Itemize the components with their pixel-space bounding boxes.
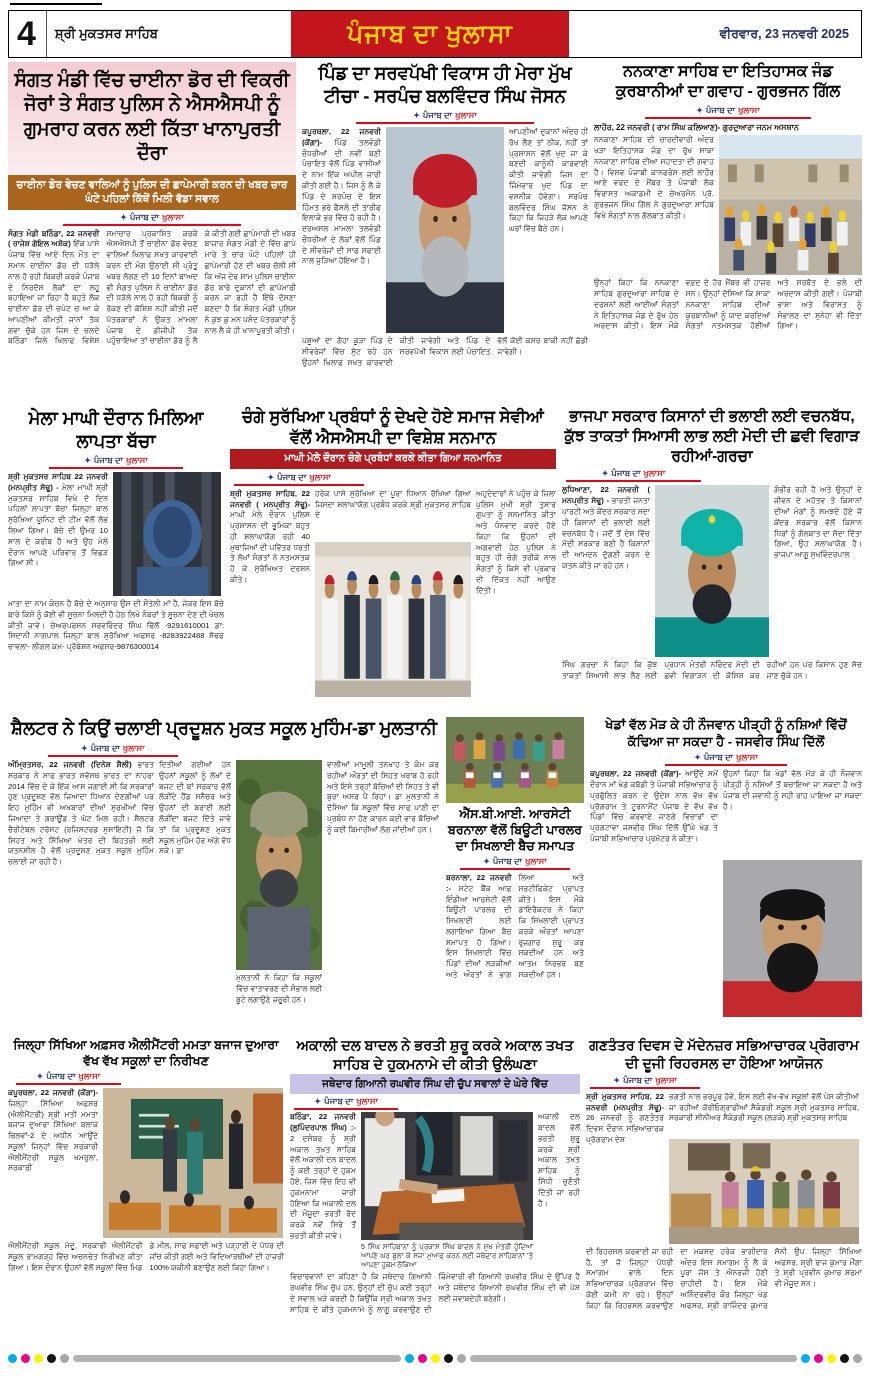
article-ssp-honor <box>230 407 556 713</box>
byline-tag: ✦ ਪੰਜਾਬ ਦਾ ਖੁਲਾਸਾ <box>49 455 183 469</box>
article-body-bottom: ਵਿਚਾਰਵਾਨਾਂ ਦਾ ਕਹਿਣਾ ਹੈ ਕਿ ਜਥੇਦਾਰ ਗਿਆਨੀ ਰਘਵੀਰ ਸਿੰਘ ਚੁੱਪ ਹਨ, ਉਨ੍ਹਾਂ ਦੀ ਚੁੱਪ ਕਈ ਤਰ੍ਹਾਂ ਦੇ ਸਵਾਲ ਖੜੇ ਕਰਦੀ ਹੈ ਕਿਉਂਕਿ ਸ਼੍ਰੀ ਅਕਾਲ ਤਖਤ ਸਾਹਿਬ ਦੇ ਕੀਤੇ ਹੁਕਮਨਾਮੇ ਨੂੰ ਲਾਗੂ ਕਰਵਾਉਣ ਦੀ ਜ਼ਿੰਮੇਵਾਰੀ ਵੀ ਗਿਆਨੀ ਰਘਵੀਰ ਸਿੰਘ ਦੇ ਉੱਪਰ ਹੈ ਅਤੇ ਜਥੇਦਾਰ ਗਿਆਨੀ ਰਘਵੀਰ ਸਿੰਘ ਦੀ ਵੀ ਪੇਸ਼ ਲਈ ਜਵਾਬਦੇਹੀ ਬਣੇਗੀ। <box>290 1272 580 1314</box>
article-body-right: ਉਹਨਾਂ ਕਿਹਾ ਕਿ ਖੇਡਾਂ ਵੱਲ ਮੋੜ ਕੇ ਹੀ ਨੌਜਵਾਨ ਪੀੜ੍ਹੀ ਨੂੰ ਨਸ਼ਿਆਂ ਤੋਂ ਬਚਾਇਆ ਜਾ ਸਕਦਾ ਹੈ ਅਤੇ ਪੰਜਾਬ ਦੀ ਜਵਾਨੀ ਨੂੰ ਸਹੀ ਰਾਹ ਪਾਇਆ ਜਾ ਸਕਦਾ ਹੈ। <box>723 769 862 811</box>
byline-tag: ✦ ਪੰਜਾਬ ਦਾ ਖੁਲਾਸਾ <box>234 472 364 486</box>
star-icon: ✦ <box>601 469 609 479</box>
black-dot <box>840 1354 849 1363</box>
article-sarpanch-josan <box>302 62 588 403</box>
edition-name: ਸ਼੍ਰੀ ਮੁਕਤਸਰ ਸਾਹਿਬ <box>54 26 158 41</box>
article-headline: ਐੱਸ.ਬੀ.ਆਈ. ਆਰਸੇਟੀ ਬਰਨਾਲਾ ਵੱਲੋਂ ਬਿਊਟੀ ਪਾਰਲਰ ਦਾ ਸਿਖਲਾਈ ਬੈਚ ਸਮਾਪਤ <box>448 807 582 853</box>
article-body-left: ਬਠਿੰਡਾ, 22 ਜਨਵਰੀ (ਲੁਪਿੰਦਰਪਾਲ ਸਿੰਘ) :- 2 ਦਸੰਬਰ ਨੂੰ ਸ਼੍ਰੀ ਅਕਾਲ ਤਖਤ ਸਾਹਿਬ ਵੱਲੋਂ ਅਕਾਲੀ ਦਲ ਬਾਦਲ ਨੂੰ ਕਈ ਤਰ੍ਹਾਂ ਦੇ ਹੁਕਮ ਹੋਏ, ਜਿਸ ਵਿੱਚ ਇਹ ਵੀ ਹੁਕਮਨਾਮਾ ਜਾਰੀ ਹੋਇਆ ਕਿ ਅਕਾਲੀ ਦਲ ਦੀ ਮੌਜੂਦਾ ਭਰਤੀ ਰੱਦ ਕਰਕੇ ਨਵੇਂ ਸਿਰੇ ਤੋਂ ਭਰਤੀ ਕੀਤੀ ਜਾਵੇ। <box>290 1112 356 1240</box>
article-body-left: ਸ਼੍ਰੀ ਮੁਕਤਸਰ ਸਾਹਿਬ, 22 ਜਨਵਰੀ ( ਮਨਪ੍ਰੀਤ ਸੋਢੂ)- ਮਾਘੀ ਮੇਲੇ ਦੌਰਾਨ ਪੁਲਿਸ ਪ੍ਰਸ਼ਾਸਨ ਦੀ ਭੂਮਿਕਾ ਬਹੁਤ ਹੀ ਸ਼ਲਾਘਾਯੋਗ ਰਹੀ 40 ਮੁਥਾਜਿਆਂ ਦੀ ਪਵਿੱਤਰ ਧਰਤੀ ਤੇ ਲੱਖਾਂ ਸੰਗਤਾਂ ਨੇ ਨਤਮਸਤਕ ਹੋ ਕੇ ਸੁਰੱਖਿਅਤ ਦਰਸ਼ਨ ਕੀਤੇ। <box>230 488 310 584</box>
photo-classroom-inspection <box>103 1088 283 1238</box>
article-body-col2: ਦਿਤੀਆਂ ਗਈਆਂ ਹਨ ਉਹਨਾਂ ਸਕੂਲਾਂ ਨੂੰ ਲੱਖਾਂ ਦੇ ਬਜਟ ਦੀ ਬਾਂ ਸਰਕਾਰ ਵੱਲੋਂ ਲੋੜੀਂਦੇ ਹੈਂਡ ਸਨੈਚਰ ਅਤੇ ਉਹਨਾਂ ਦੀ ਬਰਾਈ ਲਈ ਲੋੜੀਂਦਾ ਬਜਟ ਦਿੱਤੇ ਜਾਵੇ ਤਾਂ ਕਿ ਪ੍ਰਦੂਸ਼ਣ ਮੁਕਤ ਸਕੂਲ ਮੁਹਿੰਮ ਹੋਰ ਅੱਗੇ ਵੱਧ ਸਕੇ। ਡਾ <box>159 760 231 856</box>
article-headline: ਚੰਗੇ ਸੁਰੱਖਿਆ ਪ੍ਰਬੰਧਾਂ ਨੂੰ ਦੇਖਦੇ ਹੋਏ ਸਮਾਜ ਸੇਵੀਆਂ ਵੱਲੋਂ ਐਸਐਸਪੀ ਦਾ ਵਿਸ਼ੇਸ਼ ਸਨਮਾਨ <box>242 408 544 448</box>
article-republic-day-rehearsal <box>586 1037 862 1337</box>
page-header <box>8 10 862 58</box>
photo-group-honor-ceremony <box>315 542 471 697</box>
byline-tag: ✦ ਪੰਜਾਬ ਦਾ ਖੁਲਾਸਾ <box>294 1096 398 1110</box>
photo-seated-officials <box>669 1139 859 1244</box>
top-rule <box>10 3 102 5</box>
magenta-dot <box>814 1354 823 1363</box>
article-body-bottom: ਐਲੀਮੈਂਟਰੀ ਸਕੂਲ ਮੱਦੂ, ਸਰਕਾਰੀ ਐਲੀਮੈਂਟਰੀ ਸਕੂਲ ਰਾਮਗੜ੍ਹ ਵਿੱਚ ਅਚਨਚੇਤ ਨਿਰੀਖਣ ਕੀਤਾ ਗਿਆ। ਇਸ ਦੌਰਾਨ ਉਹਨਾਂ ਵੱਲੋਂ ਸਕੂਲਾਂ ਵਿੱਚ ਮਿਡ ਡੇ ਮੀਲ, ਸਾਫ ਸਫਾਈ ਅਤੇ ਪੜ੍ਹਾਈ ਦੇ ਪੱਧਰ ਦੀ ਜਾਂਚ ਕੀਤੀ ਗਈ ਅਤੇ ਵਿਦਿਆਰਥੀਆਂ ਦੀ ਹਾਜ਼ਰੀ 100% ਯਕੀਨੀ ਬਣਾਉਣ ਲਈ ਕਿਹਾ ਗਿਆ। <box>8 1241 284 1272</box>
byline-tag: ✦ ਪੰਜਾਬ ਦਾ ਖੁਲਾਸਾ <box>63 212 242 226</box>
article-body-right: ਗੰਭੀਰ ਰਹੀ ਹੈ ਅਤੇ ਉਨ੍ਹਾਂ ਦੇ ਜੀਵਨ ਦੇ ਮਹੱਤਵ ਤੇ ਕਿਸਾਨਾਂ ਦੀਆਂ ਮੰਗਾਂ ਨੂੰ ਸਮਝਦੇ ਹੋਏ ਜੋ ਕੇਂਦਰ ਸਰਕਾਰ ਵੱਲੋਂ ਕਿਸਾਨ ਧਿਰਾਂ ਨੂੰ ਗੱਲਬਾਤ ਦਾ ਸੱਦਾ ਦਿੱਤਾ ਗਿਆ, ਉਹ ਸ਼ਲਾਘਾਯੋਗ ਹੈ। ਭਾਜਪਾ ਆਗੂ ਸੁਖਵਿੰਦਰਪਾਲ <box>774 485 862 560</box>
article-body-left: ਨਨਕਾਣਾ ਸਾਹਿਬ ਦੀ ਚਾਰਦੀਵਾਰੀ ਅੰਦਰ ਖੜਾ ਇਤਿਹਾਸਕ ਜੰਡ ਦਾ ਰੁੱਖ ਸਾਕਾ ਨਨਕਾਣਾ ਸਾਹਿਬ ਦੀਆ ਸਹਾਦਤਾ ਦੀ ਗਵਾਹ ਹੈ। ਵਿਸ਼ਵ ਪੰਜਾਬੀ ਕਾਨਫਰੰਸ ਲਈ ਲਾਹੌਰ ਆਏ ਵਫਦ ਦੇ ਮੈਂਬਰ ਤੇ ਪੰਜਾਬੀ ਲੋਕ ਵਿਰਾਸਤ ਅਕਾਡਮੀ ਦੇ ਚੇਅਰਮੈਨ ਪ੍ਰੋ. ਗੁਰਭਜਨ ਸਿੰਘ ਗਿੱਲ ਨੇ ਗੁਰਦੁਆਰਾ ਸਾਹਿਬ ਵਿਖੇ ਸੰਗਤਾਂ ਨਾਲ ਗੱਲਬਾਤ ਕੀਤੀ। <box>594 135 714 220</box>
article-body-bottom: ਦੀ ਰਿਹਰਸਲ ਕਰਵਾਈ ਜਾ ਰਹੀ ਹੈ, ਤਾਂ ਜੋ ਜਿਲ੍ਹਾ ਪੱਧਰੀ ਸਮਾਗਮ ਵਾਲੇ ਦਿਨ ਸਭਿਆਚਾਰਕ ਪ੍ਰੋਗਰਾਮ ਵਿੱਚ ਕੋਈ ਕਮੀ ਨਾ ਰਹੇ। ਉਨ੍ਹਾਂ ਕਿਹਾ ਕਿ ਰਿਹਰਸਲ ਕਰਵਾਉਣ ਦਾ ਮਕਸਦ ਹਰੇਕ ਭਾਗੀਦਾਰ ਅੰਦਰ ਇਸ ਸਮਾਗਮ ਨੂੰ ਲੈ ਕੇ ਪੂਰਾ ਜੋਸ਼ ਤੇ ਐਨਰਜੀ ਹੋਣੀ ਚਾਹੀਦੀ ਹੈ। ਇਸ ਮੌਕੇ ਅਨਿੰਦਰਵੀਰ ਕੌਰ ਜਿਲ੍ਹਾ ਖੇਡ ਅਫਸਰ, ਸ਼੍ਰੀ ਰਾਜਿੰਦਰ ਕੁਮਾਰ ਸੋਨੀ ਉਪ ਜਿਲ੍ਹਾ ਸਿੱਖਿਆ ਅਫਸਰ, ਸ਼੍ਰੀ ਰਾਜ ਕੁਮਾਰ ਮੌਂਗਾ ਤੇ ਸ਼੍ਰੀ ਪ੍ਰਵੀਨ ਕੁਮਾਰ ਸ਼ਰਮਾ ਵੀ ਮੌਜੂਦ ਸਨ। <box>586 1246 862 1310</box>
byline-tag: ✦ ਪੰਜਾਬ ਦਾ ਖੁਲਾਸਾ <box>16 1071 121 1085</box>
article-bjp-farmers-garcha <box>562 407 862 713</box>
article-headline: ਖੇਡਾਂ ਵੱਲ ਮੋੜ ਕੇ ਹੀ ਨੌਜਵਾਨ ਪੀੜ੍ਹੀ ਨੂੰ ਨਸ਼ਿਆਂ ਵਿੱਚੋਂ ਕੱਢਿਆ ਜਾ ਸਕਦਾ ਹੈ - ਜਸਵੀਰ ਸਿੰਘ ਦਿੱਲੋਂ <box>605 717 847 749</box>
yellow-dot <box>431 1354 440 1363</box>
article-headline: ਗਣਤੰਤਰ ਦਿਵਸ ਦੇ ਮੱਦੇਨਜ਼ਰ ਸਭਿਆਚਾਰਕ ਪ੍ਰੋਗਰਾਮ ਦੀ ਦੂਜੀ ਰਿਹਰਸਲ ਦਾ ਹੋਇਆ ਆਯੋਜਨ <box>589 1037 859 1071</box>
byline-tag: ✦ ਪੰਜਾਬ ਦਾ ਖੁਲਾਸਾ <box>590 1075 700 1089</box>
dateline-lead: ਲਾਹੌਰ, 22 ਜਨਵਰੀ ( ਰਾਮ ਸਿੰਘ ਕਲਿਆਣ)- ਗੁਰਦੁਆਰਾ ਜਨਮ ਅਸਥਾਨ <box>594 122 799 132</box>
gray-dot <box>853 1354 862 1363</box>
article-body-mid: ਹਰੇਕ ਪਾਸੇ ਸੁਰੱਖਿਆ ਦਾ ਪੂਰਾ ਧਿਆਨ ਰੱਖਿਆ ਗਿਆ ਜਿਸਦਾ ਸ਼ਲਾਘਾਯੋਗ ਪ੍ਰਬੰਧ ਕਰਕੇ ਸ਼੍ਰੀ ਮੁਕਤਸਰ ਸਾਹਿਬ ਦੇ <box>315 488 471 520</box>
article-headline: ਅਕਾਲੀ ਦਲ ਬਾਦਲ ਨੇ ਭਰਤੀ ਸ਼ੁਰੂ ਕਰਕੇ ਅਕਾਲ ਤਖਤ ਸਾਹਿਬ ਦੇ ਹੁਕਮਨਾਮੇ ਦੀ ਕੀਤੀ ਉਲੰਘਣਾ <box>296 1038 574 1073</box>
article-body: ਬਰਨਾਲਾ, 22 ਜਨਵਰੀ :- ਸਟੇਟ ਬੈਂਕ ਆਫ ਇੰਡੀਆ ਆਰਸੇਟੀ ਵੱਲੋਂ ਬਿਊਟੀ ਪਾਰਲਰ ਦੀ ਸਿਖਲਾਈ ਲਈ ਲਗਾਇਆ ਗਿਆ ਬੈਚ ਸਮਾਪਤ ਹੋ ਗਿਆ। ਇਸ ਸਿਖਲਾਈ ਵਿੱਚ ਪਿੰਡਾਂ ਦੀਆਂ ਲੜਕੀਆਂ ਅਤੇ ਔਰਤਾਂ ਨੇ ਭਾਗ ਲਿਆ ਅਤੇ ਸਰਟੀਫਿਕੇਟ ਪ੍ਰਾਪਤ ਕੀਤੇ। ਇਸ ਮੌਕੇ ਡਾਇਰੈਕਟਰ ਨੇ ਕਿਹਾ ਕਿ ਸਿਖਲਾਈ ਪ੍ਰਾਪਤ ਕਰਕੇ ਔਰਤਾਂ ਆਪਣਾ ਰੁਜ਼ਗਾਰ ਸ਼ੁਰੂ ਕਰ ਸਕਦੀਆਂ ਹਨ ਅਤੇ ਆਤਮ ਨਿਰਭਰ ਬਣ ਸਕਦੀਆਂ ਹਨ। <box>446 873 584 980</box>
issue-date: ਵੀਰਵਾਰ, 23 ਜਨਵਰੀ 2025 <box>719 26 849 41</box>
byline-tag: ✦ ਪੰਜਾਬ ਦਾ ਖੁਲਾਸਾ <box>566 468 701 482</box>
article-body-left: ਸ਼੍ਰੀ ਮੁਕਤਸਰ ਸਾਹਿਬ, 22 ਜਨਵਰੀ (ਮਨਪ੍ਰੀਤ ਸੋਢੂ)- 26 ਜਨਵਰੀ ਨੂੰ ਗਣਤੰਤਰ ਦਿਵਸ ਦੌਰਾਨ ਸਭਿਆਚਾਰਕ ਪ੍ਰੋਗਰਾਮ ਦੇਸ਼ <box>586 1091 664 1144</box>
article-nankana-jand <box>594 62 862 403</box>
article-subhead: ਮਾਘੀ ਮੇਲੇ ਦੌਰਾਨ ਚੰਗੇ ਪ੍ਰਬੰਧਾਂ ਕਰਕੇ ਕੀਤਾ ਗਿਆ ਸਨਮਾਨਿਤ <box>230 449 556 469</box>
article-body-left: ਕਪੂਰਥਲਾ, 22 ਜਨਵਰੀ (ਕੋਂਗਾ)- ਆਉਂਦੇ ਸਮੇਂ ਦੌਰਾਨ ਮਾਂ ਖੇਡ ਕਬੱਡੀ ਤੇ ਪੰਜਾਬੀ ਸਭਿਆਚਾਰ ਨੂੰ ਪ੍ਰਫੁੱਲਿਤ ਕਰਨ ਦੇ ਉਦੇਸ਼ ਨਾਲ ਵੱਖ ਵੱਖ ਪ੍ਰੋਗਰਾਮ ਤੇ ਟੂਰਨਾਮੈਂਟ ਪੰਜਾਬ ਦੇ ਵੱਖ ਵੱਖ ਪਿੰਡਾਂ ਵਿੱਚ ਕਰਵਾਏ ਜਾਣਗੇ ਵਿਚਾਰਾਂ ਦਾ ਪ੍ਰਗਟਾਵਾ ਜਸਵੀਰ ਸਿੰਘ ਦਿੱਲੋਂ ਉੱਘੇ ਖੇਡ ਤੇ ਪੰਜਾਬੀ ਸਭਿਆਚਾਰ ਪ੍ਰਮੋਟਰ ਨੇ ਕੀਤਾ। <box>590 769 718 843</box>
article-school-inspection <box>8 1037 284 1337</box>
cyan-dot <box>801 1354 810 1363</box>
article-body-under-photo: ਮੁਲਤਾਨੀ ਨੇ ਕਿਹਾ ਕਿ ਸਕੂਲਾਂ ਵਿੱਚ ਵਾਤਾਵਰਣ ਦੀ ਸੰਭਾਲ ਲਈ ਬੂਟੇ ਲਗਾਉਣੇ ਜ਼ਰੂਰੀ ਹਨ। <box>236 973 322 1004</box>
article-missing-child <box>8 407 224 713</box>
photo-red-turban-portrait <box>386 127 504 333</box>
black-dot <box>444 1354 453 1363</box>
star-icon: ✦ <box>120 212 127 222</box>
cyan-dot <box>8 1354 17 1363</box>
byline-tag: ✦ ਪੰਜਾਬ ਦਾ ਖੁਲਾਸਾ <box>356 110 533 124</box>
star-icon: ✦ <box>613 1075 621 1085</box>
article-body-right: ਅਕਾਲੀ ਦਲ ਬਾਦਲ ਵੱਲੋਂ ਭਰਤੀ ਸ਼ੁਰੂ ਕਰਕੇ ਸ਼੍ਰੀ ਅਕਾਲ ਤਖਤ ਸਾਹਿਬ ਨੂੰ ਸਿੱਧੀ ਚੁਣੌਤੀ ਦਿੱਤੀ ਜਾ ਰਹੀ ਹੈ। <box>538 1112 580 1208</box>
cmyk-dots-right <box>801 1354 862 1363</box>
article-body-left: ਕਪੂਰਥਲਾ, 22 ਜਨਵਰੀ (ਕੋਂਗਾ)- ਪਿੰਡ ਤਲਵੰਡੀ ਚੌਧਰੀਆਂ ਦੀ ਨਵੀਂ ਬਣੀ ਪੰਚਾਇਤ ਵੱਲੋਂ ਪਿੰਡ ਵਾਸੀਆਂ ਦੇ ਨਾਮ ਇੱਕ ਅਪੀਲ ਜਾਰੀ ਕੀਤੀ ਗਈ ਹੈ। ਜਿਸ ਨੂੰ ਲੈ ਕੇ ਪਿੰਡ ਦੇ ਸਰਪੰਚ ਦੇ ਇਸ ਹਿੰਮਤ ਭਰੇ ਫੈਸਲੇ ਦੀ ਤਾਰੀਫ ਇਲਾਕੇ ਭਰ ਵਿੱਚ ਹੋ ਰਹੀ ਹੈ। ਦਰਅਸਲ ਮਾਮਲਾ ਤਲਵੰਡੀ ਚੌਧਰੀਆਂ ਦੇ ਲੋਕਾਂ ਵੱਲੋਂ ਪਿੰਡ ਦੇ ਸੀਵਰੇਜਾਂ ਦੀ ਸਾਫ ਸਫਾਈ ਨਾਲ ਜੁੜਿਆ ਹੋਇਆ ਹੈ। <box>302 127 381 266</box>
star-icon: ✦ <box>696 105 703 115</box>
photo-crowd-gurdwara <box>719 135 862 275</box>
article-body-col1: ਅੰਮ੍ਰਿਤਸਰ, 22 ਜਨਵਰੀ (ਦਿਨੇਸ਼ ਸ਼ੈਲੀ) ਭਾਰਤ ਸਰਕਾਰ ਨੇ ਸਾਫ ਭਾਰਤ ਸਵੱਸਥ ਭਾਰਤ ਦਾ ਨਾਹਰਾ 2014 ਵਿੱਚ ਦੇ ਕੇ ਇੱਕ ਆਸ ਜਗਾਈ ਸੀ ਕਿ ਸਰਕਾਰਾਂ ਹੁਣ ਪ੍ਰਦੂਸ਼ਣ ਵੱਲ ਜਿਆਦਾ ਧਿਆਨ ਦੇਣਗੀਆਂ ਪਰ ਇਹ ਮੁਹਿੰਮ ਵੀ ਅਖਬਾਰਾਂ ਦੀਆਂ ਸੁਰਖੀਆਂ ਵਿੱਚ ਜਿਆਦਾ ਤੇ ਗਰਾਊਂਡ ਤੇ ਘੱਟ ਮਿਲ ਰਹੀ। ਸ਼ੈਲਟਰ ਚੈਰੀਟੇਬਲ ਟਰੱਸਟ (ਰਜਿਸਟਰਡ ਸੁਸਾਇਟੀ) ਜੋ ਕਿ ਸਿਹਤ ਅਤੇ ਸਿੱਖਿਆ ਖੇਤਰ ਦੀ ਬਿਹਤਰੀ ਲਈ ਯਤਨਸ਼ੀਲ ਹੈ ਵੱਲੋਂ ਪ੍ਰਦੂਸ਼ਣ ਮੁਕਤ ਸਕੂਲ ਮੁਹਿੰਮ ਚਲਾਈ ਜਾ ਰਹੀ ਹੈ। <box>8 760 154 867</box>
article-body: ਸੰਗਤ ਮੰਡੀ ਬਠਿੰਡਾ, 22 ਜਨਵਰੀ ( ਰਾਜੇਸ਼ ਗੋਇਲ ਅਸ਼ੋਕ) ਇੱਕ ਪਾਸੇ ਪੰਜਾਬ ਵਿੱਚ ਆਏ ਦਿਨ ਮੌਤ ਦਾ ਸਮਾਨ ਚਾਈਨਾ ਡੋਰ ਦੀ ਧੜੱਲੇ ਨਾਲ ਹੋ ਰਹੀ ਬਿਕਰੀ ਕਰਕੇ ਪੰਜਾਬ ਦੇ ਨਿਰਦੋਸ਼ ਲੋਕਾਂ ਦਾ ਲਹੂ ਬਹਾਇਆ ਜਾ ਰਿਹਾ ਹੈ ਬਹੁਤੇ ਲੋਕ ਚਾਈਨਾ ਡੋਰ ਦੀ ਚਪੇਟ ਚ ਆ ਕੇ ਆਪਣੀਆਂ ਕੀਮਤੀ ਜਾਨਾਂ ਤੱਕ ਗਵਾ ਚੁੱਕੇ ਹਨ ਜਿਸ ਦੇ ਚਲਦੇ ਬਠਿੰਡਾ ਜਿਲੇ ਖਿਲਾਫ ਵਿਸ਼ੇਸ਼ ਸਮਾਚਾਰ ਪ੍ਰਕਾਸ਼ਿਤ ਕਰਕੇ ਐਸਐਸਪੀ ਤੋਂ ਚਾਈਨਾ ਡੋਰ ਵੇਚਣ ਵਾਲਿਆਂ ਖਿਲਾਫ ਸਖਤ ਕਾਰਵਾਈ ਕਰਨ ਦੀ ਮੰਗ ਉਠਾਈ ਸੀ ਪ੍ਰੰਤੂ ਖਬਰ ਲੱਗਣ ਦੀ 10 ਦਿਨਾਂ ਬਾਅਦ ਵੀ ਸੰਗਤ ਪੁਲਿਸ ਨੇ ਚਾਈਨਾ ਡੋਰ ਦੀ ਧੜੱਲੇ ਨਾਲ ਹੋ ਰਹੀ ਬਿਕਰੀ ਨੂੰ ਰੋਕਣ ਦੀ ਕੋਸ਼ਿਸ਼ ਨਹੀਂ ਕੀਤੀ ਜਦੋਂ ਪੱਤਰਕਾਰਾਂ ਨੇ ਉਕਤ ਮਾਮਲਾ ਪੰਜਾਬ ਦੇ ਡੀਜੀਪੀ ਤੱਕ ਪਹੁੰਚਾਇਆ ਤਾਂ ਚਾਈਨਾ ਡੋਰ ਨੂੰ ਲੈ ਕੇ ਕੀਤੀ ਗਈ ਛਾਪੇਮਾਰੀ ਦੀ ਖਬਰ ਬਾਜ਼ਾਰ ਸੰਗਤ ਮੰਡੀ ਦੇ ਵਿੱਚ ਛਾਪੇ ਮਾਰੇ ਤੇ ਚਾਰ ਘੰਟੇ ਪਹਿਲਾਂ ਹੀ ਛਾਪੇਮਾਰੀ ਹੋਣ ਦੀ ਖਬਰ ਚੱਲੀ ਸੀ ਕਿ ਅੱਜ ਦੇਰ ਸ਼ਾਮ ਪੁਲਿਸ ਚਾਈਨਾ ਡੋਰ ਬਾਰੇ ਦੁਕਾਨਾਂ ਦੀ ਛਾਪੇਮਾਰੀ ਕਰਨ ਜਾ ਰਹੀ ਹੈ ਇੱਥੇ ਦੱਸਣਾ ਬਣਦਾ ਹੈ ਕਿ ਸੰਗਤ ਮੰਡੀ ਪੁਲਿਸ ਨੇ ਕੁਝ ਕੁ ਮਨ ਪਸੰਦ ਪੱਤਰਕਾਰਾਂ ਨੂੰ ਨਾਲ ਲੈ ਕੇ ਹੀ ਖਾਨਾਪੂਰਤੀ ਕੀਤੀ। <box>8 228 296 346</box>
byline-tag: ✦ ਪੰਜਾਬ ਦਾ ਖੁਲਾਸਾ <box>645 105 811 119</box>
article-sports-youth-dhillon <box>590 717 862 1033</box>
gray-bar <box>73 1355 401 1362</box>
photo-red-shirt-portrait <box>723 860 862 1017</box>
gray-dot <box>60 1354 69 1363</box>
yellow-dot <box>827 1354 836 1363</box>
article-headline: ਨਨਕਾਣਾ ਸਾਹਿਬ ਦਾ ਇਤਿਹਾਸਕ ਜੰਡ ਕੁਰਬਾਨੀਆਂ ਦਾ ਗਵਾਹ - ਗੁਰਭਜਨ ਗਿੱਲ <box>615 63 841 101</box>
article-headline: ਜਿਲ੍ਹਾ ਸਿੱਖਿਆ ਅਫ਼ਸਰ ਐਲੀਮੈਂਟਰੀ ਮਮਤਾ ਬਜਾਜ ਦੁਆਰਾ ਵੱਖ ਵੱਖ ਸਕੂਲਾਂ ਦਾ ਨਿਰੀਖਣ <box>13 1038 279 1068</box>
byline-tag: ✦ ਪੰਜਾਬ ਦਾ ਖੁਲਾਸਾ <box>665 752 787 766</box>
article-body-bottom: ਉਨ੍ਹਾਂ ਕਿਹਾ ਕਿ ਨਨਕਾਣਾ ਸਾਹਿਬ ਗੁਰਦੁਆਰਾ ਸਾਹਿਬ ਦੇ ਦਰਸ਼ਨਾਂ ਲਈ ਆਈਆਂ ਸੰਗਤਾਂ ਨੇ ਇਤਿਹਾਸਕ ਜੰਡ ਦੇ ਰੁੱਖ ਹੇਠ ਅਰਦਾਸ ਕੀਤੀ। ਇਸ ਮੌਕੇ ਵਫ਼ਦ ਦੇ ਹੋਰ ਮੈਂਬਰ ਵੀ ਹਾਜ਼ਰ ਸਨ। ਉਨ੍ਹਾਂ ਦੱਸਿਆ ਕਿ ਸਾਕਾ ਨਨਕਾਣਾ ਸਾਹਿਬ ਦੀਆਂ ਕੁਰਬਾਨੀਆਂ ਨੂੰ ਯਾਦ ਕਰਦਿਆਂ ਸੰਗਤਾਂ ਨਤਮਸਤਕ ਹੋਈਆਂ ਅਤੇ ਸਰਬੱਤ ਦੇ ਭਲੇ ਦੀ ਅਰਦਾਸ ਕੀਤੀ ਗਈ। ਪੰਜਾਬੀ ਭਾਸ਼ਾ ਅਤੇ ਵਿਰਾਸਤ ਨੂੰ ਸੰਭਾਲਣ ਦਾ ਸੁਨੇਹਾ ਵੀ ਦਿੱਤਾ ਗਿਆ। <box>594 278 862 331</box>
photo-child-blue-hood <box>113 472 221 596</box>
cyan-dot <box>405 1354 414 1363</box>
article-body-right-top: ਭਗਤੀ ਨਾਲ ਭਰਪੂਰ ਹੋਵੇ, ਇਸ ਲਈ ਵੱਖ-ਵੱਖ ਸਕੂਲਾਂ ਵੱਲੋਂ ਪੇਸ਼ ਕੀਤੀਆਂ ਜਾ ਰਹੀਆਂ ਕੋਰੀਓਗ੍ਰਾਫੀਆਂ ਸੈਕੰਡਰੀ ਸਕੂਲ ਸ਼੍ਰੀ ਮੁਕਤਸਰ ਸਾਹਿਬ, ਸਰਕਾਰੀ ਸੀਨੀਅਰ ਸੈਕੰਡਰੀ ਸਕੂਲ (ਲੜਕੇ) ਸ਼੍ਰੀ ਮੁਕਤਸਰ ਸਾਹਿਬ <box>669 1091 859 1123</box>
star-icon: ✦ <box>483 857 490 866</box>
gray-dot <box>457 1354 466 1363</box>
byline-tag: ✦ ਪੰਜਾਬ ਦਾ ਖੁਲਾਸਾ <box>48 743 178 757</box>
star-icon: ✦ <box>267 472 275 482</box>
star-icon: ✦ <box>314 1097 322 1107</box>
article-body-right: ਅਹੁਦੇਦਾਰਾਂ ਨੇ ਪਹੁੰਚ ਕੇ ਜਿਲਾ ਪੁਲਿਸ ਮੁਖੀ ਸ਼੍ਰੀ ਤੁਸ਼ਾਰ ਗੁਪਤਾ ਨੂੰ ਸਨਮਾਨਿਤ ਕੀਤਾ ਅਤੇ ਧੰਨਵਾਦ ਕਰਦੇ ਹੋਏ ਕਿਹਾ ਕਿ ਉਹਨਾਂ ਦੀ ਅਗਵਾਈ ਹੇਠ ਪੁਲਿਸ ਨੇ ਬਹੁਤ ਹੀ ਚੰਗੇ ਤਰੀਕੇ ਨਾਲ ਸੰਗਤਾਂ ਨੂੰ ਕਿਸੇ ਵੀ ਪ੍ਰਕਾਰ ਦੀ ਦਿੱਕਤ ਨਹੀਂ ਆਉਣ ਦਿੱਤੀ। <box>476 488 556 595</box>
photo-caption: 5 ਸਿੰਘ ਸਾਹਿਬਾਨਾਂ ਨੂੰ ਪ੍ਰਕਾਸ਼ ਸਿੰਘ ਬਾਦਲ ਨੇ ਮੁੱਖ ਮੰਤਰੀ ਹੁੰਦਿਆਂ ਆਪਣੇ ਘਰ ਬੁਲਾ ਕੇ ਸਜ਼ਾ ਮੁਆਫ ਕਰਨ ਲਈ ਜਥੇਦਾਰ ਸਾਹਿਬਾਨਾਂ 'ਤੇ ਆਪਣਾ ਹੁਕਮ ਠੋਕਿਆ <box>361 1244 533 1270</box>
article-headline: ਸੰਗਤ ਮੰਡੀ ਵਿੱਚ ਚਾਈਨਾ ਡੋਰ ਦੀ ਵਿਕਰੀ ਜੋਰਾਂ ਤੇ ਸੰਗਤ ਪੁਲਿਸ ਨੇ ਐਸਐਸਪੀ ਨੂੰ ਗੁਮਰਾਹ ਕਰਨ ਲਈ ਕਿੱਤਾ ਖਾਨਾਪੁਰਤੀ ਦੌਰਾ <box>8 62 296 175</box>
star-icon: ✦ <box>36 1072 44 1081</box>
star-icon: ✦ <box>413 111 420 121</box>
black-dot <box>47 1354 56 1363</box>
cmyk-dots-center <box>405 1354 466 1363</box>
photo-signing-table <box>361 1112 533 1240</box>
article-subhead: ਜਥੇਦਾਰ ਗਿਆਨੀ ਰਘਵੀਰ ਸਿੰਘ ਦੀ ਚੁੱਪ ਸਵਾਲਾਂ ਦੇ ਘੇਰੇ ਵਿੱਚ <box>290 1074 580 1094</box>
article-china-dor-raid <box>8 62 296 403</box>
yellow-dot <box>34 1354 43 1363</box>
article-body-left: ਲੁਧਿਆਣਾ, 22 ਜਨਵਰੀ ( ਮਨਪ੍ਰੀਤ ਸੋਢੂ) - ਭਾਰਤੀ ਜਨਤਾ ਪਾਰਟੀ ਅਤੇ ਕੇਂਦਰ ਸਰਕਾਰ ਸਦਾ ਹੀ ਕਿਸਾਨਾਂ ਦੀ ਭਲਾਈ ਲਈ ਵਚਨਬੱਧ ਹੈ। ਜਦੋਂ ਤੋਂ ਦੇਸ਼ ਵਿੱਚ ਮੋਦੀ ਸਰਕਾਰ ਬਣੀ ਹੈ ਕਿਸਾਨਾਂ ਦੀ ਆਮਦਨ ਦੁੱਗਣੀ ਕਰਨ ਦੇ ਯਤਨ ਕੀਤੇ ਜਾ ਰਹੇ ਹਨ। <box>562 485 650 570</box>
article-body-left: ਕਪੂਰਥਲਾ, 22 ਜਨਵਰੀ (ਕੋਂਗਾ)- ਜਿਲ੍ਹਾ ਸਿੱਖਿਆ ਅਫਸਰ (ਐਲੀਮੈਂਟਰੀ) ਸ਼੍ਰੀ ਮਤੀ ਮਮਤਾ ਬਜਾਜ ਦੁਆਰਾ ਸਿੱਖਿਆ ਬਲਾਕ ਢਿਲਵਾਂ-2 ਦੇ ਅਧੀਨ ਆਉਂਦੇ ਸਕੂਲਾਂ ਜਿਨ੍ਹਾਂ ਵਿੱਚ ਸਰਕਾਰੀ ਐਲੀਮੈਂਟਰੀ ਸਕੂਲ ਖਮਰੁਲਾ, ਸਰਕਾਰੀ <box>8 1088 98 1173</box>
print-color-calibration-strip <box>8 1352 862 1364</box>
gray-bar <box>470 1355 798 1362</box>
star-icon: ✦ <box>84 456 91 466</box>
photo-olive-turban-portrait <box>236 760 322 970</box>
article-body-bottom: ਮਾਤਾ ਦਾ ਨਾਮ ਕੰਚਨ ਹੈ ਬੱਚੇ ਦੇ ਅਨੁਸਾਰ ਉਸ ਦੀ ਸੌਤੇਲੀ ਮਾਂ ਹੈ, ਜੇਕਰ ਇਸ ਬੱਚੇ ਬਾਰੇ ਕਿਸੇ ਨੂੰ ਕੋਈ ਵੀ ਸੂਚਨਾ ਮਿਲਦੀ ਹੈ ਹੇਠ ਲਿਖੇ ਨੰਬਰਾਂ ਤੇ ਸੂਚਨਾ ਦੇਣ ਦੀ ਖੇਚਲ ਕੀਤੀ ਜਾਵੇ। ਚੇਅਰਪਰਸਨ ਸਰਵਰਿੰਦਰ ਸਿੰਘ ਢਿੱਲੋਂ -9291610001 ਡਾ: ਸਿਦਾਨੀ ਨਾਗਪਾਲ ਜਿਲ੍ਹਾ ਬਾਲ ਸੁਰੱਖਿਆ ਅਫਸਰ -8283922488 ਸੋਢਫ ਚਾਵਲਾ- ਲੀਗਲ ਕਮ- ਪ੍ਰੋਬੇਸ਼ਨ ਅਫਸਰ-9876300014 <box>8 599 224 652</box>
photo-certificate-group <box>446 717 584 803</box>
article-body-bottom: ਪਸ਼ੂਆਂ ਦਾ ਗੋਹਾ ਕੂੜਾ ਪਿੰਡ ਦੇ ਸੀਵਰੇਜਾਂ ਵਿੱਚ ਸੁੱਟ ਰਹੇ ਹਨ ਉਹਨਾਂ ਖਿਲਾਫ ਸਖਤ ਕਾਰਵਾਈ ਕੀਤੀ ਜਾਵੇਗੀ ਅਤੇ ਪਿੰਡ ਦੇ ਸਰਵਪੱਖੀ ਵਿਕਾਸ ਲਈ ਪੰਚਾਇਤ ਵੱਲੋਂ ਕੋਈ ਕਸਰ ਬਾਕੀ ਨਹੀਂ ਛੱਡੀ ਜਾਵੇਗੀ। <box>302 336 588 367</box>
article-body-right: ਆਪਣੀਆਂ ਦੁਕਾਨਾਂ ਅੰਦਰ ਹੀ ਰੱਖ ਲੈਣ ਤਾਂ ਠੀਕ, ਨਹੀਂ ਤਾਂ ਪ੍ਰਸ਼ਾਸਨ ਵੱਲੋਂ ਖੁਦ ਜਾ ਕੇ ਬਣਦੀ ਕਾਨੂੰਨੀ ਕਾਰਵਾਈ ਕੀਤੀ ਜਾਵੇਗੀ ਜਿਸ ਦਾ ਜਿੰਮੇਵਾਰ ਖੁਦ ਪਿੰਡ ਦਾ ਵਸਨੀਕ ਹੋਵੇਗਾ। ਸਰਪੰਚ ਬਲਵਿੰਦਰ ਸਿੰਘ ਜੋਸਨ ਨੇ ਕਿਹਾ ਕਿ ਜਿਹੜੇ ਲੋਕ ਆਪਣੇ ਘਰਾਂ ਵਿੱਚ ਬੈਠੇ ਹਨ। <box>509 127 588 234</box>
article-body-bottom: ਸਿੰਘ ਗਰਚਾ ਨੇ ਕਿਹਾ ਕਿ ਕੁੱਝ ਤਾਕਤਾਂ ਸਿਆਸੀ ਲਾਭ ਲੈਣ ਲਈ ਪ੍ਰਧਾਨ ਮੰਤਰੀ ਨਰਿੰਦਰ ਮੋਦੀ ਦੀ ਛਵੀ ਵਿਗਾੜਨ ਦੀ ਕੋਸ਼ਿਸ਼ ਕਰ ਰਹੀਆਂ ਹਨ ਪਰ ਕਿਸਾਨ ਹੁਣ ਸੱਚ ਜਾਣ ਚੁੱਕੇ ਹਨ। <box>562 660 862 681</box>
star-icon: ✦ <box>694 753 701 763</box>
article-headline: ਪਿੰਡ ਦਾ ਸਰਵਪੱਖੀ ਵਿਕਾਸ ਹੀ ਮੇਰਾ ਮੁੱਖ ਟੀਚਾ - ਸਰਪੰਚ ਬਲਵਿੰਦਰ ਸਿੰਘ ਜੋਸਨ <box>318 63 572 107</box>
article-sbi-rseti-batch <box>446 717 584 1033</box>
photo-teal-turban-portrait <box>655 485 769 657</box>
article-headline: ਸ਼ੈਲਟਰ ਨੇ ਕਿਉਂ ਚਲਾਈ ਪ੍ਰਦੂਸ਼ਨ ਮੁਕਤ ਸਕੂਲ ਮੁਹਿੰਮ-ਡਾ ਮੁਲਤਾਨੀ <box>10 718 438 738</box>
magenta-dot <box>21 1354 30 1363</box>
article-shelter-school-campaign <box>8 717 440 1033</box>
article-subhead: ਚਾਈਨਾ ਡੋਰ ਵੇਚਣ ਵਾਲਿਆਂ ਨੂੰ ਪੁਲਿਸ ਦੀ ਛਾਪੇਮਾਰੀ ਕਰਨ ਦੀ ਖਬਰ ਚਾਰ ਘੰਟੇ ਪਹਿਲਾਂ ਕਿੱਥੋਂ ਮਿਲੀ ਵੱਡਾ ਸਵਾਲ <box>8 175 296 209</box>
masthead-title: ਪੰਜਾਬ ਦਾ ਖੁਲਾਸਾ <box>291 11 569 57</box>
article-headline: ਭਾਜਪਾ ਸਰਕਾਰ ਕਿਸਾਨਾਂ ਦੀ ਭਲਾਈ ਲਈ ਵਚਨਬੱਧ, ਕੁੱਝ ਤਾਕਤਾਂ ਸਿਆਸੀ ਲਾਭ ਲਈ ਮੋਦੀ ਦੀ ਛਵੀ ਵਿਗਾੜ ਰਹੀਆਂ-ਗਰਚਾ <box>564 408 860 465</box>
star-icon: ✦ <box>81 744 88 754</box>
page-number: 4 <box>9 11 47 57</box>
article-body-col3: ਵਾਲੀਆਂ ਮਾਮੂਲੀ ਤਨਖਾਹ ਤੇ ਕੰਮ ਕਰ ਰਹੀਆਂ ਔਰਤਾਂ ਦੀ ਸਿਹਤ ਖਰਾਬ ਹੋ ਰਹੀ ਅਤੇ ਇਸੇ ਤਰ੍ਹਾਂ ਬੱਚਿਆਂ ਦੀ ਸਿਹਤ ਤੇ ਵੀ ਬੁਰਾ ਅਸਰ ਪੈ ਰਿਹਾ। ਡਾ ਮੁਲਤਾਨੀ ਨੇ ਦੱਸਿਆ ਕਿ ਸਕੂਲਾਂ ਵਿੱਚ ਸਾਫ ਪਾਣੀ ਦਾ ਪ੍ਰਬੰਧ ਨਾ ਹੋਣ ਕਾਰਨ ਕਈ ਵਾਰ ਬੱਚਿਆਂ ਨੂੰ ਕਈ ਬਿਮਾਰੀਆਂ ਲੱਗ ਜਾਂਦੀਆਂ ਹਨ। <box>327 760 439 834</box>
magenta-dot <box>418 1354 427 1363</box>
article-akali-hukamnama <box>290 1037 580 1337</box>
article-body-left: ਸ਼੍ਰੀ ਮੁਕਤਸਰ ਸਾਹਿਬ 22 ਜਨਵਰੀ (ਮਨਪ੍ਰੀਤ ਸੋਢੂ) - ਮੇਲਾ ਮਾਘੀ ਸ਼੍ਰੀ ਮੁਕਤਸਰ ਸਾਹਿਬ ਵਿਖੇ ਦੋ ਦਿਨ ਪਹਿਲਾਂ ਲਾਪਤਾ ਬੱਚਾ ਜਿਲ੍ਹਾ ਬਾਲ ਸੁਰੱਖਿਆ ਯੂਨਿਟ ਦੀ ਟੀਮ ਵੱਲੋਂ ਲੱਭ ਲਿਆ ਗਿਆ। ਬੱਚੇ ਦੀ ਉਮਰ 10 ਸਾਲ ਦੇ ਕਰੀਬ ਹੈ ਅਤੇ ਉਹ ਮੇਲੇ ਦੌਰਾਨ ਆਪਣੇ ਪਰਿਵਾਰ ਤੋਂ ਵਿਛੜ ਗਿਆ ਸੀ। <box>8 472 108 568</box>
article-headline: ਮੇਲਾ ਮਾਘੀ ਦੌਰਾਨ ਮਿਲਿਆ ਲਾਪਤਾ ਬੱਚਾ <box>28 408 204 452</box>
byline-tag: ✦ ਪੰਜਾਬ ਦਾ ਖੁਲਾਸਾ <box>460 856 570 870</box>
cmyk-dots-left <box>8 1354 69 1363</box>
